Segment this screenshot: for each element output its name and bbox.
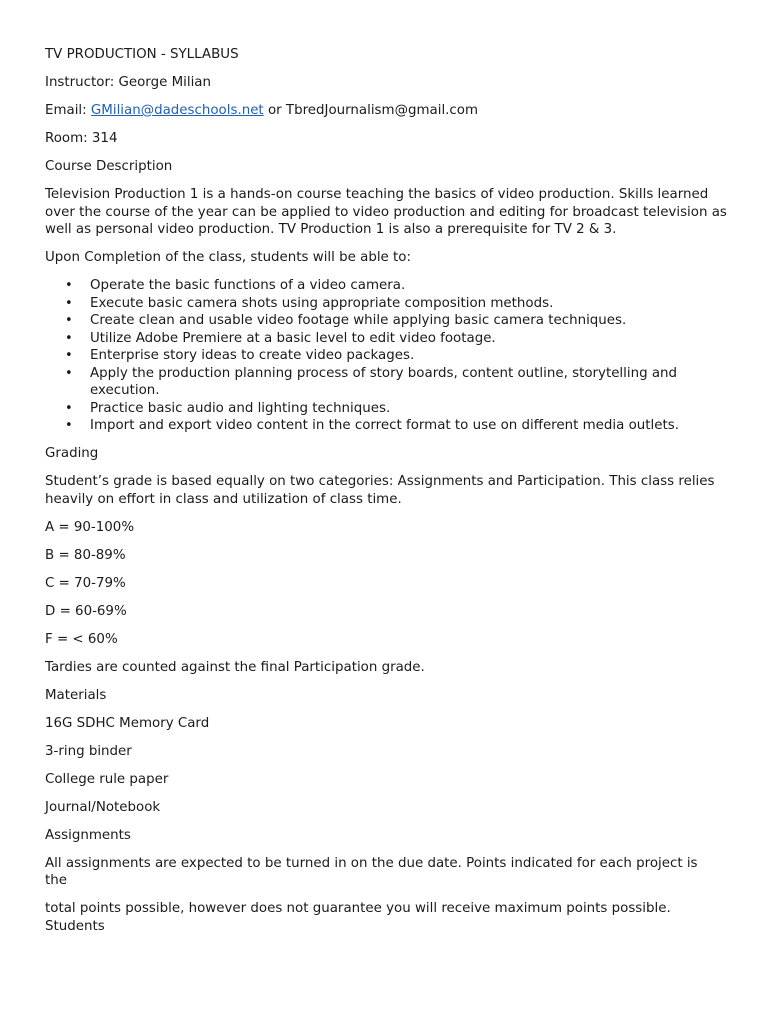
list-item: • Execute basic camera shots using appropriate composition methods. bbox=[45, 295, 735, 313]
list-item: • Operate the basic functions of a video camera. bbox=[45, 277, 735, 295]
assignments-paragraph-2-line-2: Students bbox=[45, 918, 105, 934]
grade-scale-f: F = < 60% bbox=[45, 631, 118, 647]
assignments-paragraph-2 bbox=[45, 900, 735, 935]
list-item: • Create clean and usable video footage while applying basic camera techniques. bbox=[45, 312, 735, 330]
document-page bbox=[45, 46, 735, 946]
materials-heading: Materials bbox=[45, 687, 107, 703]
list-item: • Enterprise story ideas to create video packages. bbox=[45, 347, 735, 365]
material-item: College rule paper bbox=[45, 771, 169, 787]
list-item: • Import and export video content in the correct format to use on different media outlets. bbox=[45, 417, 735, 435]
grade-scale-a: A = 90-100% bbox=[45, 519, 135, 535]
email-suffix: or TbredJournalism@gmail.com bbox=[263, 103, 479, 118]
course-description-body: Television Production 1 is a hands-on course teaching the basics of video production. Skills learned over the course of the year can be applied to video production and editing for broadcast television as well as personal video production. TV Production 1 is also a prerequisite for TV 2 & 3. bbox=[45, 187, 727, 237]
assignments-paragraph-1-line-2: the bbox=[45, 873, 67, 888]
grading-heading: Grading bbox=[45, 446, 99, 461]
grade-scale-b: B = 80-89% bbox=[45, 547, 126, 563]
material-item: 16G SDHC Memory Card bbox=[45, 715, 210, 731]
email-prefix: Email: bbox=[45, 103, 91, 118]
outcomes-list bbox=[45, 277, 735, 435]
outcomes-intro: Upon Completion of the class, students will be able to: bbox=[45, 250, 411, 265]
room-line: Room: 314 bbox=[45, 131, 118, 146]
assignments-paragraph-1-line-1: All assignments are expected to be turned in on the due date. Points indicated for each project is bbox=[45, 855, 698, 871]
assignments-paragraph-2-line-1: total points possible, however does not guarantee you will receive maximum points possible. bbox=[45, 901, 671, 916]
grade-scale-d: D = 60-69% bbox=[45, 603, 127, 619]
email-line bbox=[45, 102, 735, 120]
assignments-heading: Assignments bbox=[45, 827, 131, 843]
course-description-heading: Course Description bbox=[45, 159, 173, 174]
tardies-note: Tardies are counted against the final Participation grade. bbox=[45, 659, 425, 675]
list-item: • Apply the production planning process of story boards, content outline, storytelling and execution. bbox=[45, 365, 735, 400]
grading-body: Student’s grade is based equally on two categories: Assignments and Participation. This class relies heavily on effort in class and utilization of class time. bbox=[45, 474, 715, 507]
material-item: Journal/Notebook bbox=[45, 799, 161, 815]
document-title: TV PRODUCTION - SYLLABUS bbox=[45, 47, 239, 62]
list-item: • Utilize Adobe Premiere at a basic level to edit video footage. bbox=[45, 330, 735, 348]
email-link[interactable]: GMilian@dadeschools.net bbox=[90, 103, 264, 118]
list-item: • Practice basic audio and lighting techniques. bbox=[45, 400, 735, 418]
instructor-line: Instructor: George Milian bbox=[45, 75, 211, 90]
assignments-paragraph-1 bbox=[45, 855, 735, 890]
grade-scale-c: C = 70-79% bbox=[45, 575, 126, 591]
material-item: 3-ring binder bbox=[45, 743, 132, 759]
